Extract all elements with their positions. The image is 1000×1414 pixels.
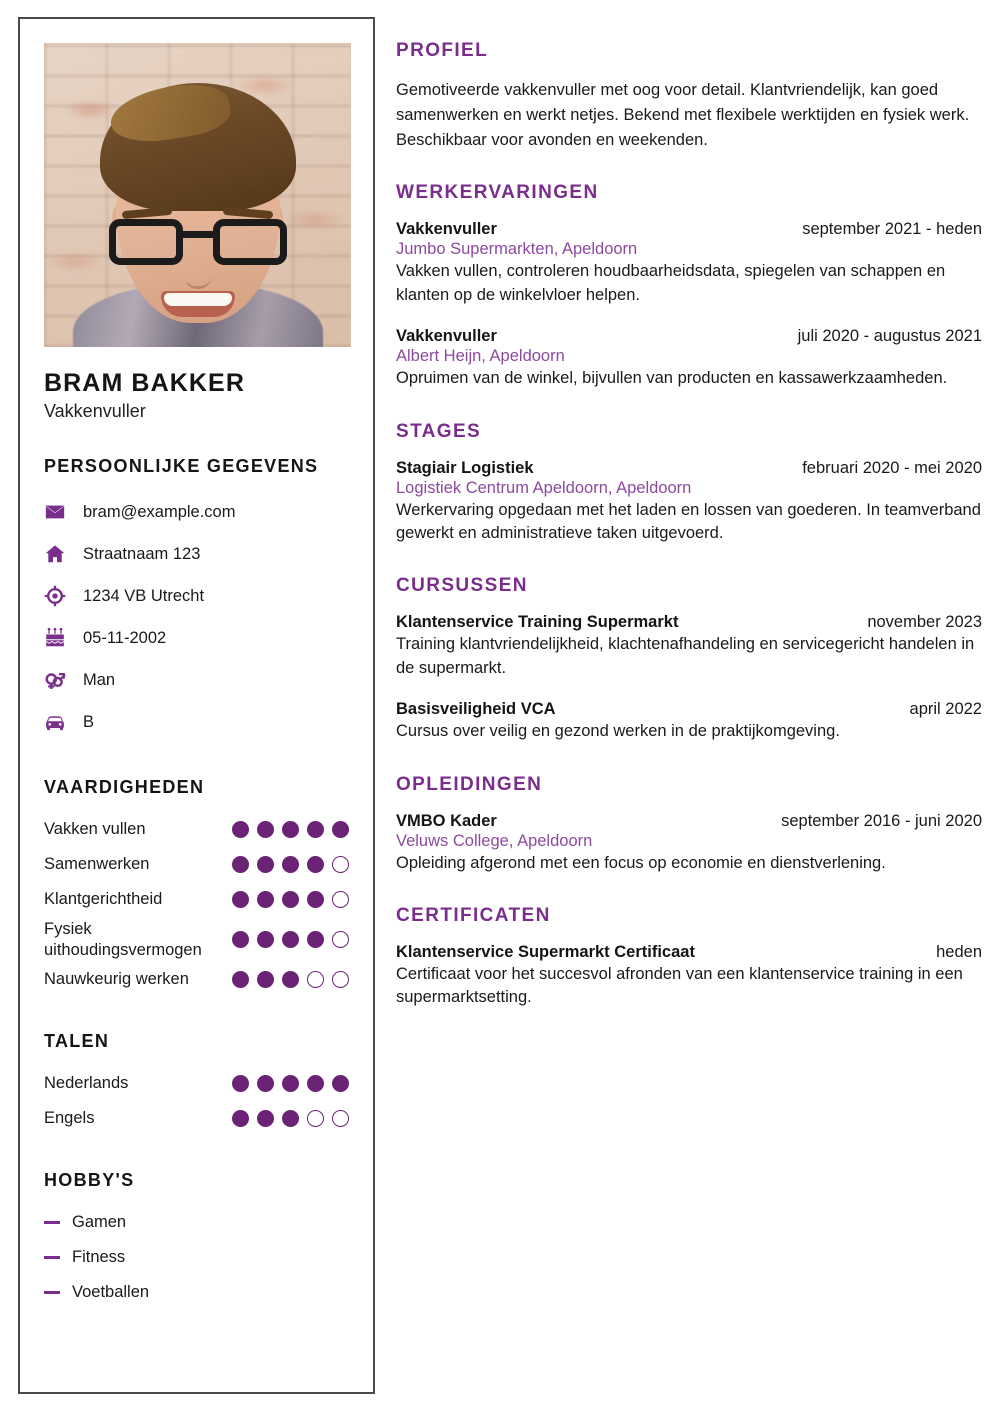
- personal-details-heading: PERSOONLIJKE GEGEVENS: [44, 456, 319, 476]
- hobby-label: Voetballen: [72, 1283, 150, 1302]
- rating-dot-filled: [257, 891, 274, 908]
- work-experience-heading: WERKERVARINGEN: [396, 182, 599, 204]
- candidate-job-title: Vakkenvuller: [44, 401, 146, 421]
- internship-entry-description: Werkervaring opgedaan met het laden en lossen van goederen. In teamverband gewerkt en administratieve taken uitgevoerd.: [396, 500, 981, 542]
- envelope-icon: [44, 501, 78, 523]
- dash-icon: [44, 1221, 60, 1224]
- internships-heading: STAGES: [396, 420, 482, 442]
- skill-label: Fysiek uithoudingsvermogen: [44, 920, 202, 959]
- work-entry-organisation: Albert Heijn, Apeldoorn: [396, 347, 565, 366]
- internship-entry-title: Stagiair Logistiek: [396, 458, 534, 477]
- rating-dot-filled: [232, 856, 249, 873]
- education-entry-date: september 2016 - juni 2020: [781, 811, 982, 830]
- birthday-cake-icon: [44, 627, 78, 649]
- work-entry-header: [396, 220, 982, 239]
- skill-row: [44, 917, 349, 962]
- certificate-entry-description: Certificaat voor het succesvol afronden van een klantenservice training in een supermarktsetting.: [396, 965, 963, 1007]
- rating-dot-empty: [307, 1110, 324, 1127]
- work-entry-organisation: Jumbo Supermarkten, Apeldoorn: [396, 240, 638, 259]
- course-entry-header: [396, 700, 982, 719]
- skill-rating-dots: [232, 931, 349, 948]
- language-label: Nederlands: [44, 1074, 129, 1093]
- course-entry-date: november 2023: [867, 613, 982, 632]
- skill-label: Nauwkeurig werken: [44, 970, 189, 989]
- work-entry-description: Vakken vullen, controleren houdbaarheidsdata, spiegelen van schappen en klanten op de winkelvloer helpen.: [396, 262, 946, 304]
- language-rating-dots: [232, 1075, 349, 1092]
- work-entry-date: juli 2020 - augustus 2021: [797, 327, 982, 346]
- rating-dot-filled: [307, 821, 324, 838]
- skills-heading: VAARDIGHEDEN: [44, 777, 205, 797]
- sidebar: [18, 17, 375, 1394]
- rating-dot-filled: [282, 931, 299, 948]
- work-entry-title: Vakkenvuller: [396, 220, 497, 239]
- rating-dot-empty: [332, 971, 349, 988]
- skill-row: [44, 962, 349, 997]
- dash-icon: [44, 1291, 60, 1294]
- education-heading: OPLEIDINGEN: [396, 773, 543, 795]
- section-certificates: [396, 905, 982, 1010]
- language-row: [44, 1101, 349, 1136]
- internship-entry-header: [396, 459, 982, 478]
- course-entry-description: Cursus over veilig en gezond werken in de praktijkomgeving.: [396, 722, 840, 741]
- rating-dot-filled: [257, 931, 274, 948]
- skill-rating-dots: [232, 971, 349, 988]
- rating-dot-filled: [307, 856, 324, 873]
- languages-list: [44, 1066, 349, 1136]
- hobby-label: Gamen: [72, 1213, 127, 1232]
- rating-dot-filled: [232, 971, 249, 988]
- section-profile: [396, 40, 982, 152]
- rating-dot-filled: [257, 821, 274, 838]
- rating-dot-filled: [257, 1075, 274, 1092]
- skill-label: Klantgerichtheid: [44, 890, 163, 909]
- language-rating-dots: [232, 1110, 349, 1127]
- contact-row-address: [44, 533, 349, 575]
- contact-row-gender: [44, 659, 349, 701]
- rating-dot-filled: [282, 971, 299, 988]
- work-entry-header: [396, 327, 982, 346]
- contact-row-driving-licence: [44, 701, 349, 743]
- internship-entry: [396, 459, 982, 546]
- rating-dot-empty: [332, 931, 349, 948]
- contact-value-driving-licence: B: [83, 712, 95, 731]
- rating-dot-filled: [282, 1075, 299, 1092]
- profile-heading: PROFIEL: [396, 40, 489, 61]
- courses-heading: CURSUSSEN: [396, 575, 528, 597]
- education-entry-organisation: Veluws College, Apeldoorn: [396, 831, 593, 850]
- contact-row-birthdate: [44, 617, 349, 659]
- work-entry-description: Opruimen van de winkel, bijvullen van producten en kassawerkzaamheden.: [396, 369, 948, 388]
- hobby-item: [44, 1205, 349, 1240]
- photo-lens-left: [109, 219, 183, 265]
- skill-rating-dots: [232, 856, 349, 873]
- rating-dot-filled: [282, 1110, 299, 1127]
- work-entry: [396, 327, 982, 390]
- rating-dot-filled: [282, 891, 299, 908]
- rating-dot-filled: [307, 931, 324, 948]
- photo-glasses: [109, 219, 287, 265]
- photo-glasses-bridge: [183, 231, 215, 238]
- candidate-name: BRAM BAKKER: [44, 369, 245, 397]
- course-entry: [396, 613, 982, 680]
- rating-dot-empty: [332, 891, 349, 908]
- section-education: [396, 774, 982, 875]
- certificate-entry-title: Klantenservice Supermarkt Certificaat: [396, 943, 695, 962]
- course-entry: [396, 700, 982, 743]
- rating-dot-filled: [307, 891, 324, 908]
- certificate-entry-date: heden: [936, 943, 982, 962]
- work-entry-title: Vakkenvuller: [396, 327, 497, 346]
- internship-entry-date: februari 2020 - mei 2020: [802, 458, 982, 477]
- rating-dot-filled: [307, 1075, 324, 1092]
- rating-dot-empty: [332, 856, 349, 873]
- skill-row: [44, 847, 349, 882]
- contact-row-city: [44, 575, 349, 617]
- contact-row-email: [44, 491, 349, 533]
- hobbies-heading: HOBBY'S: [44, 1170, 135, 1191]
- certificate-entry-header: [396, 943, 982, 962]
- section-courses: [396, 575, 982, 743]
- photo-teeth: [164, 293, 232, 306]
- rating-dot-filled: [232, 891, 249, 908]
- internship-entry-organisation: Logistiek Centrum Apeldoorn, Apeldoorn: [396, 478, 692, 497]
- work-entry: [396, 220, 982, 307]
- section-internships: [396, 421, 982, 546]
- hobby-item: [44, 1275, 349, 1310]
- gender-icon: [44, 669, 78, 691]
- language-row: [44, 1066, 349, 1101]
- contact-value-email: bram@example.com: [83, 502, 236, 521]
- photo-mouth: [161, 291, 235, 317]
- home-icon: [44, 543, 78, 565]
- rating-dot-empty: [332, 1110, 349, 1127]
- dash-icon: [44, 1256, 60, 1259]
- work-entry-date: september 2021 - heden: [802, 220, 982, 239]
- skills-list: [44, 812, 349, 997]
- profile-text: Gemotiveerde vakkenvuller met oog voor detail. Klantvriendelijk, kan goed samenwerken en werkt netjes. Bekend met flexibele werktijden en fysiek werk. Beschikbaar voor avonden en weekenden.: [396, 81, 970, 149]
- education-entry-description: Opleiding afgerond met een focus op economie en dienstverlening.: [396, 853, 886, 872]
- hobbies-list: [44, 1205, 349, 1310]
- course-entry-description: Training klantvriendelijkheid, klachtenafhandeling en servicegericht handelen in de supermarkt.: [396, 635, 975, 677]
- skill-rating-dots: [232, 821, 349, 838]
- skill-rating-dots: [232, 891, 349, 908]
- skill-label: Samenwerken: [44, 855, 150, 874]
- rating-dot-filled: [232, 1075, 249, 1092]
- rating-dot-filled: [232, 821, 249, 838]
- education-entry-header: [396, 812, 982, 831]
- rating-dot-filled: [257, 1110, 274, 1127]
- languages-heading: TALEN: [44, 1031, 110, 1052]
- photo-lens-right: [213, 219, 287, 265]
- photo-nose: [185, 265, 211, 289]
- location-pin-icon: [44, 585, 78, 607]
- language-label: Engels: [44, 1109, 95, 1128]
- rating-dot-filled: [332, 821, 349, 838]
- contact-value-address: Straatnaam 123: [83, 544, 201, 563]
- section-work-experience: [396, 182, 982, 390]
- rating-dot-filled: [257, 856, 274, 873]
- course-entry-title: Klantenservice Training Supermarkt: [396, 613, 679, 632]
- hobby-item: [44, 1240, 349, 1275]
- rating-dot-filled: [257, 971, 274, 988]
- rating-dot-filled: [332, 1075, 349, 1092]
- skill-row: [44, 882, 349, 917]
- certificate-entry: [396, 943, 982, 1010]
- education-entry: [396, 812, 982, 875]
- certificates-heading: CERTIFICATEN: [396, 905, 551, 927]
- course-entry-header: [396, 613, 982, 632]
- rating-dot-empty: [307, 971, 324, 988]
- contact-value-gender: Man: [83, 670, 116, 689]
- profile-photo: [44, 43, 351, 347]
- car-icon: [44, 711, 78, 733]
- education-entry-title: VMBO Kader: [396, 811, 497, 830]
- skill-row: [44, 812, 349, 847]
- rating-dot-filled: [232, 1110, 249, 1127]
- course-entry-title: Basisveiligheid VCA: [396, 700, 556, 719]
- contact-value-birthdate: 05-11-2002: [83, 628, 167, 647]
- main-content: [396, 40, 982, 1010]
- skill-label: Vakken vullen: [44, 820, 146, 839]
- rating-dot-filled: [282, 821, 299, 838]
- contact-value-city: 1234 VB Utrecht: [83, 586, 205, 605]
- rating-dot-filled: [282, 856, 299, 873]
- hobby-label: Fitness: [72, 1248, 126, 1267]
- course-entry-date: april 2022: [909, 700, 982, 719]
- rating-dot-filled: [232, 931, 249, 948]
